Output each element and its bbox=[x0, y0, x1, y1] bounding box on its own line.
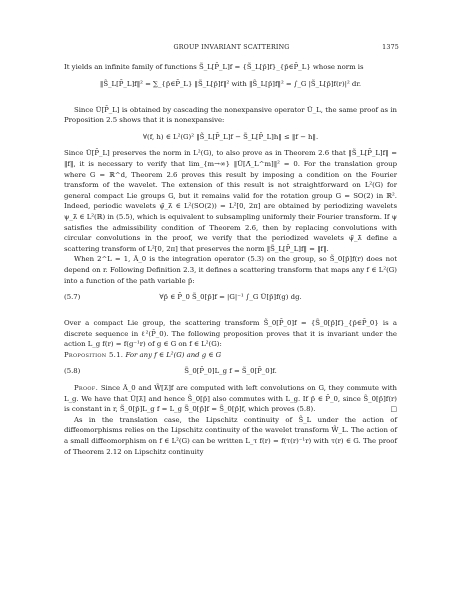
equation bbox=[64, 79, 397, 99]
proof-text: Since Ã_0 and W̃[λ̄]f are computed with left convolutions on G, they commute with L_g. We have that Ũ[λ̄] and hence S̃_0[p̄] also commutes with L_g. If p̄ ∈ P̄_0, since S̃_0[p̄]f(r) is constant in r, S̃_0[p̄]L_g f = L_g S̃_0[p̄]f = S̃_0[p̄]f, which proves (5.8). bbox=[64, 384, 397, 414]
paragraph: Over a compact Lie group, the scattering transform S̃_0[P̄_0]f = {S̃_0[p̄]f}_{p̄∈P̄_0} is a discrete sequence in ℓ²(P̄_0). The following proposition proves that it is invariant under the action L_g f(r) = f(g⁻¹r) of g ∈ G on f ∈ L²(G): bbox=[64, 319, 397, 349]
equation bbox=[64, 366, 397, 377]
equation bbox=[64, 292, 397, 312]
running-title: GROUP INVARIANT SCATTERING bbox=[173, 44, 290, 51]
equation-expression: ∀p̄ ∈ P̄_0 S̃_0[p̄]f = |G|⁻¹ ∫_G Ũ[p̄]f(g) dg. bbox=[159, 293, 302, 302]
paragraph: Since Ũ[P̄_L] preserves the norm in L²(G), to also prove as in Theorem 2.6 that ‖S̃_L[P̄_L]f‖ = ‖f‖, it is necessary to verify that lim_{m→∞} ‖Ũ[Λ̄_L^m]‖² = 0. For the translation group where G = ℝ^d, Theorem 2.6 proves this result by imposing a condition on the Fourier transform of the wavelet. The extension of this result is not straightforward on L²(G) for general compact Lie groups G, but it remains valid for the rotation group G = SO(2) in ℝ². Indeed, periodic wavelets ψ̃_λ̄ ∈ L²(SO(2)) = L²[0, 2π] are obtained by periodizing wavelets ψ_λ̄ ∈ L²(ℝ) in (5.5), which is equivalent to subsampling uniformly their Fourier transform. If ψ satisfies the admissibility condition of Theorem 2.6, then by replacing convolutions with circular convolutions in the proof, we verify that the periodized wavelets ψ̃_λ̄ define a scattering transform of L²[0, 2π] that preserves the norm ‖S̃_L[P̄_L]f‖ = ‖f‖. bbox=[64, 149, 398, 253]
running-head bbox=[0, 44, 463, 56]
paragraph: When 2^L = 1, Ã_0 is the integration operator (5.3) on the group, so S̃_0[p̄]f(r) does not depend on r. Following Definition 2.3, it defines a scattering transform that maps any f ∈ L²(G) into a function of the path variable p̄: bbox=[64, 255, 397, 285]
proof bbox=[64, 383, 397, 415]
equation-expression: ∀(f, h) ∈ L²(G)² ‖S̃_L[P̄_L]f − S̃_L[P̄_L]h‖ ≤ ‖f − h‖. bbox=[142, 132, 319, 141]
equation-number: (5.8) bbox=[64, 367, 81, 376]
qed-symbol: □ bbox=[390, 405, 397, 414]
proposition-label: Proposition 5.1. bbox=[64, 350, 124, 359]
paragraph: It yields an infinite family of functions S̃_L[P̄_L]f = {S̃_L[p̄]f}_{p̄∈P̄_L} whose norm is bbox=[64, 63, 364, 71]
page-number: 1375 bbox=[382, 44, 399, 51]
paragraph: As in the translation case, the Lipschitz continuity of S̃_L under the action of diffeomorphisms relies on the Lipschitz continuity of the wavelet transform W̃_L. The action of a small diffeomorphism on f ∈ L²(G) can be written L_τ f(r) = f(τ(r)⁻¹r) with τ(r) ∈ G. The proof of Theorem 2.12 on Lipschitz continuity bbox=[64, 415, 397, 456]
proof-label: Proof. bbox=[74, 384, 99, 393]
equation-expression: S̃_0[P̄_0]L_g f = S̃_0[P̄_0]f. bbox=[184, 367, 277, 376]
equation-number: (5.7) bbox=[64, 293, 81, 302]
body-text bbox=[64, 62, 397, 457]
proposition bbox=[64, 350, 397, 361]
proposition-text: For any f ∈ L²(G) and g ∈ G bbox=[125, 350, 222, 359]
equation-expression: ‖S̃_L[P̄_L]f‖² = ∑_{p̄∈P̄_L} ‖S̃_L[p̄]f‖² with ‖S̃_L[p̄]f‖² = ∫_G |S̃_L[p̄]f(r)|² dr. bbox=[99, 79, 362, 88]
equation bbox=[64, 132, 397, 143]
paragraph: Since Ũ[P̄_L] is obtained by cascading the nonexpansive operator Ũ_L, the same proof as in Proposition 2.5 shows that it is nonexpansive: bbox=[64, 105, 397, 125]
